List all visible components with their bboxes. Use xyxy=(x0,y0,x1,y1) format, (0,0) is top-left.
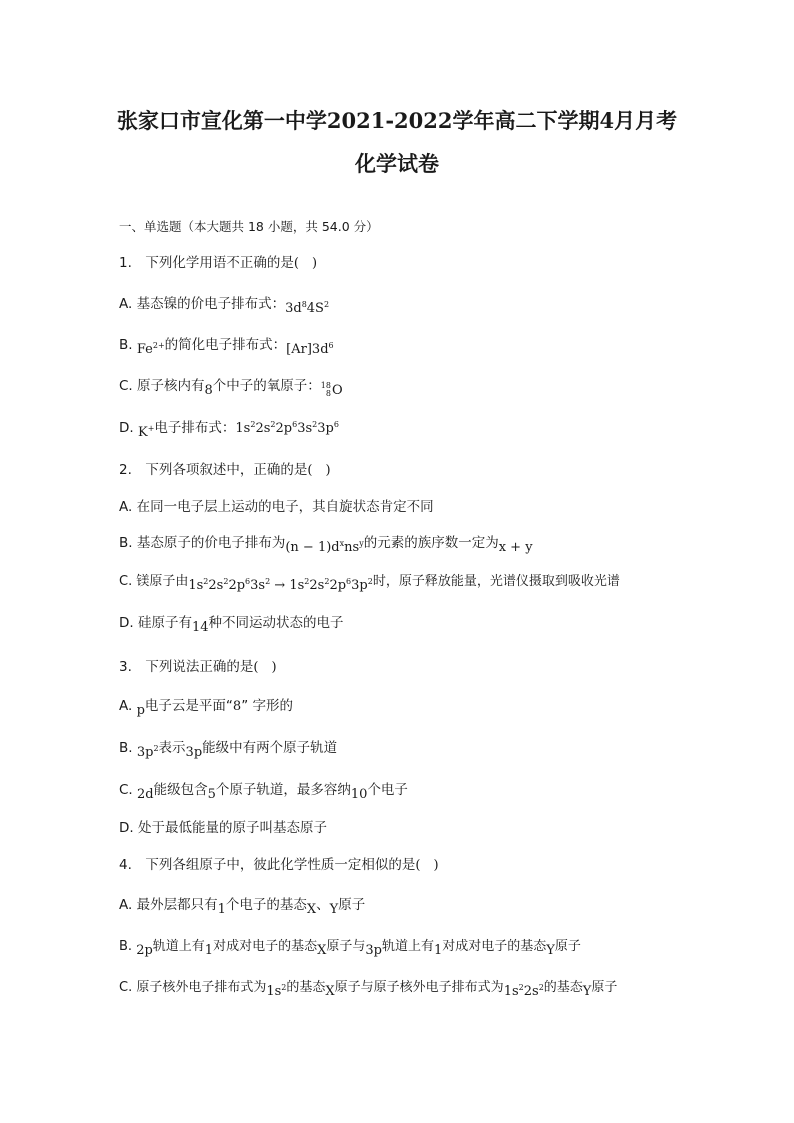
question-2-option-a: A. 在同一电子层上运动的电子，其自旋状态肯定不同 xyxy=(119,499,434,515)
question-4-option-c: C. 原子核外电子排布式为$1s^2$的基态X原子与原子核外电子排布式为$1s^22s^2$的基态Y原子 xyxy=(119,980,618,999)
question-3-option-c: C. 2d能级包含5个原子轨道，最多容纳10个电子 xyxy=(119,782,408,802)
question-3-option-a: A. p电子云是平面“8” 字形的 xyxy=(119,698,293,718)
document-subtitle: 化学试卷 xyxy=(355,151,439,176)
question-2-stem: 2. 下列各项叙述中，正确的是( ) xyxy=(119,462,331,478)
question-2-option-d: D. 硅原子有14种不同运动状态的电子 xyxy=(119,615,344,635)
question-1-option-b: B. $Fe^{2+}$的简化电子排布式：$[Ar]3d^6$ xyxy=(119,337,334,357)
section-heading: 一、单选题（本大题共 18 小题，共 54.0 分） xyxy=(119,219,379,234)
question-4-stem: 4. 下列各组原子中，彼此化学性质一定相似的是( ) xyxy=(119,857,439,873)
question-4-option-b: B. 2p轨道上有1对成对电子的基态X原子与3p轨道上有1对成对电子的基态Y原子 xyxy=(119,939,581,958)
question-2-option-b: B. 基态原子的价电子排布为$(n - 1)d^xns^y$的元素的族序数一定为x + y xyxy=(119,535,533,555)
question-3-option-b: B. $3p^2$表示3p能级中有两个原子轨道 xyxy=(119,740,338,760)
question-2-option-c: C. 镁原子由$1s^22s^22p^63s^2 \to 1s^22s^22p^63p^2$时，原子释放能量，光谱仪摄取到吸收光谱 xyxy=(119,574,620,593)
document-title: 张家口市宣化第一中学2021-2022学年高二下学期4月月考 xyxy=(116,108,678,133)
question-1-stem: 1. 下列化学用语不正确的是( ) xyxy=(119,255,318,271)
question-3-stem: 3. 下列说法正确的是( ) xyxy=(119,659,277,675)
question-4-option-a: A. 最外层都只有1个电子的基态X、Y原子 xyxy=(119,897,366,917)
question-1-option-d: D. K+电子排布式：$1s^22s^22p^63s^23p^6$ xyxy=(119,420,339,440)
question-3-option-d: D. 处于最低能量的原子叫基态原子 xyxy=(119,820,327,836)
question-1-option-c: C. 原子核内有8个中子的氧原子：18 8O xyxy=(119,378,343,398)
question-1-option-a: A. 基态镍的价电子排布式：$3d^84S^2$ xyxy=(119,296,330,316)
